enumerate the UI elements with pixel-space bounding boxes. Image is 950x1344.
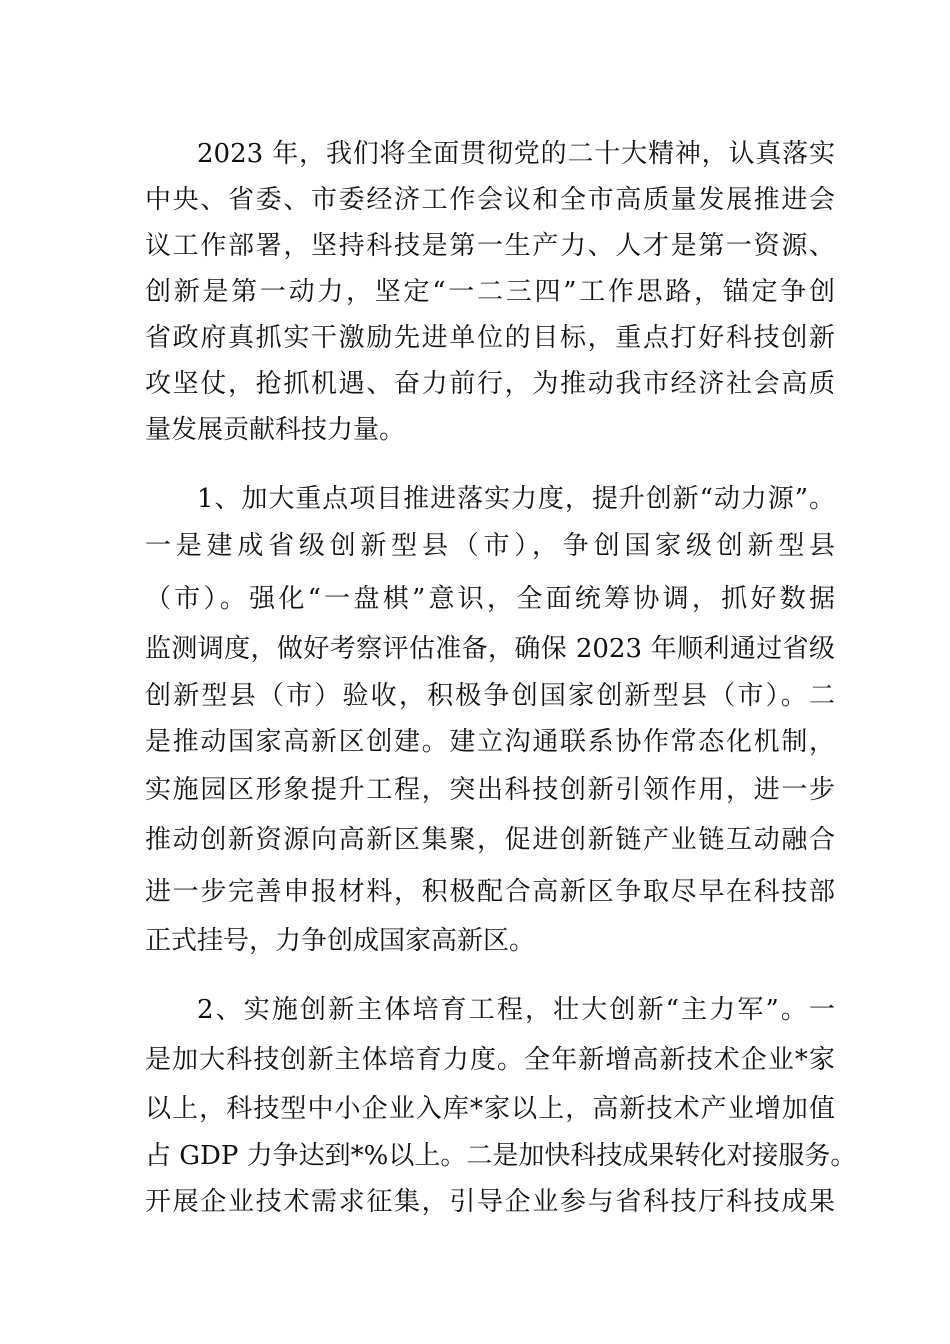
paragraph-3-line: 以上，科技型中小企业入库*家以上，高新技术产业增加值 [145,1094,835,1124]
paragraph-3-line: 开展企业技术需求征集，引导企业参与省科技厅科技成果 [145,1187,835,1217]
paragraph-1-line: 攻坚仗，抢抓机遇、奋力前行，为推动我市经济社会高质 [145,369,835,399]
paragraph-2-line: 创新型县（市）验收，积极争创国家创新型县（市）。二 [145,681,835,711]
paragraph-3-line: 占 GDP 力争达到*%以上。二是加快科技成果转化对接服务。 [145,1141,857,1171]
paragraph-1-line: 创新是第一动力，坚定“一二三四”工作思路，锚定争创 [145,277,835,307]
paragraph-1-line: 议工作部署，坚持科技是第一生产力、人才是第一资源、 [145,231,835,261]
paragraph-2-line: 1、加大重点项目推进落实力度，提升创新“动力源”。 [197,484,835,514]
paragraph-1-line: 量发展贡献科技力量。 [145,415,406,445]
paragraph-1-line: 省政府真抓实干激励先进单位的目标，重点打好科技创新 [145,323,835,353]
paragraph-2-line: 进一步完善申报材料，积极配合高新区争取尽早在科技部 [145,877,835,907]
paragraph-2-line: 监测调度，做好考察评估准备，确保 2023 年顺利通过省级 [145,634,835,664]
paragraph-3-line: 是加大科技创新主体培育力度。全年新增高新技术企业*家 [145,1045,835,1075]
paragraph-3-line: 2、实施创新主体培育工程，壮大创新“主力军”。一 [197,995,835,1025]
paragraph-2-line: 是推动国家高新区创建。建立沟通联系协作常态化机制， [145,727,835,757]
paragraph-1-line: 2023 年，我们将全面贯彻党的二十大精神，认真落实 [197,139,835,169]
paragraph-2-line: 推动创新资源向高新区集聚，促进创新链产业链互动融合 [145,825,835,855]
paragraph-1-line: 中央、省委、市委经济工作会议和全市高质量发展推进会 [145,185,835,215]
paragraph-2-line: 正式挂号，力争创成国家高新区。 [145,926,536,956]
paragraph-2-line: 一是建成省级创新型县（市），争创国家级创新型县 [145,531,835,561]
paragraph-2-line: （市）。强化“一盘棋”意识，全面统筹协调，抓好数据 [145,584,835,614]
paragraph-2-line: 实施园区形象提升工程，突出科技创新引领作用，进一步 [145,775,835,805]
